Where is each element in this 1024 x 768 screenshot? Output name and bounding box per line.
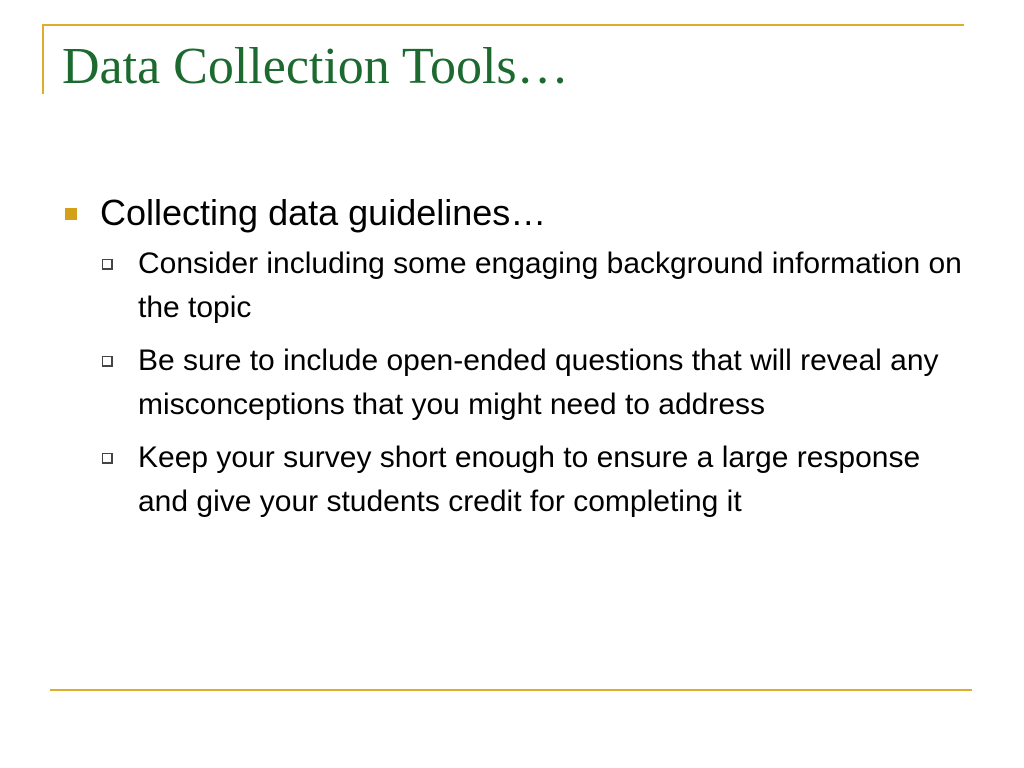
- frame-top-line: [42, 24, 964, 26]
- bullet-item: [62, 188, 962, 238]
- frame-left-line: [42, 24, 44, 94]
- hollow-square-bullet-icon: [102, 453, 113, 464]
- hollow-square-bullet-icon: [102, 259, 113, 270]
- sub-bullet-item: [62, 242, 962, 330]
- sub-bullet-list: [62, 242, 962, 524]
- sub-bullet-item: [62, 436, 962, 524]
- hollow-square-bullet-icon: [102, 356, 113, 367]
- sub-bullet-item: [62, 339, 962, 427]
- frame-bottom-line: [50, 689, 972, 691]
- square-bullet-icon: [65, 208, 77, 220]
- bullet-text: Collecting data guidelines…: [100, 192, 547, 233]
- slide-body: [62, 188, 962, 533]
- sub-bullet-text: Keep your survey short enough to ensure a large response and give your students credit for completing it: [138, 441, 921, 518]
- sub-bullet-text: Be sure to include open-ended questions that will reveal any misconceptions that you might need to address: [138, 344, 939, 421]
- slide-title: Data Collection Tools…: [62, 38, 569, 95]
- sub-bullet-text: Consider including some engaging background information on the topic: [138, 247, 962, 324]
